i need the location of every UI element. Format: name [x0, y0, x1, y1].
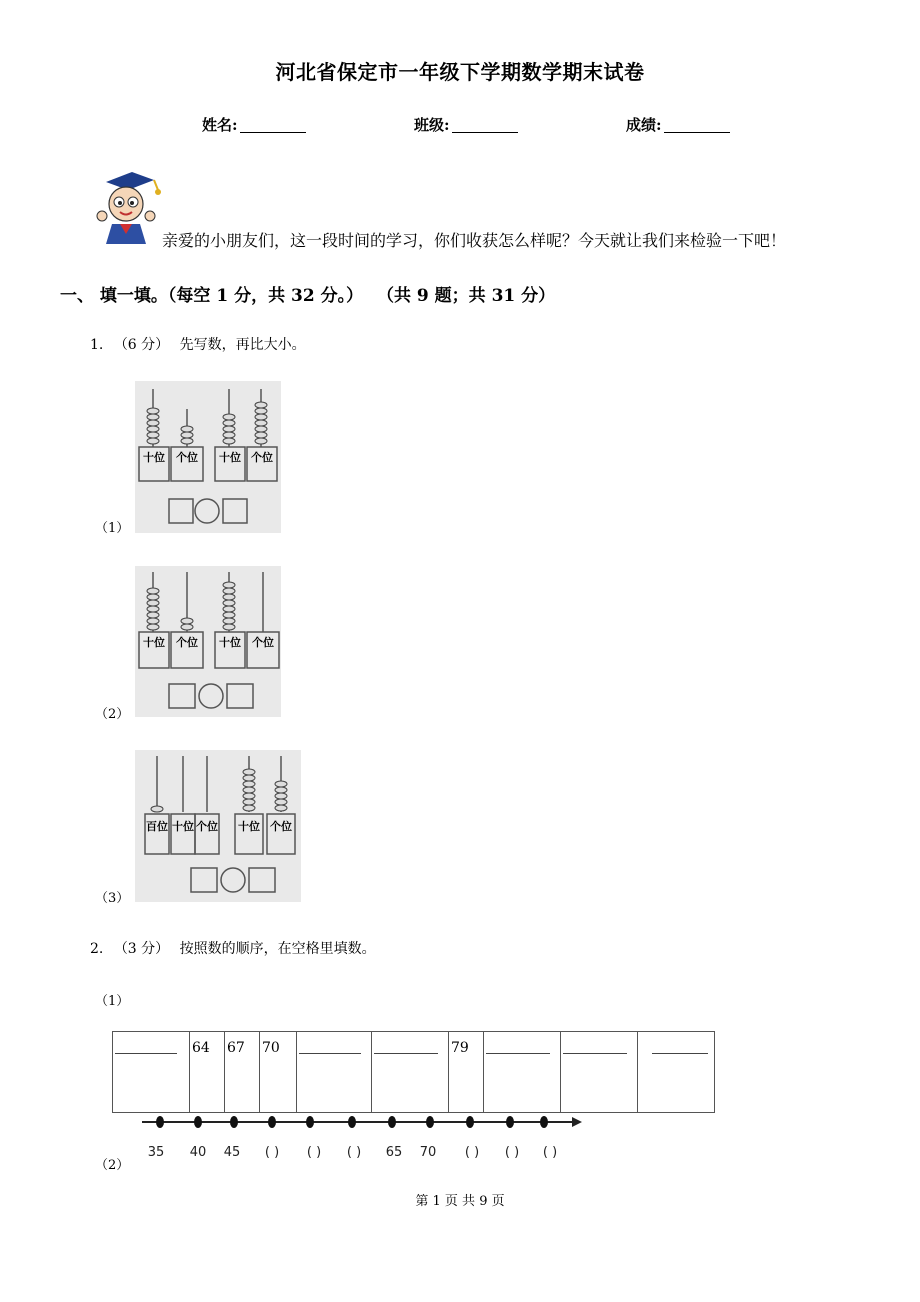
number-line-blank[interactable]: ( ) [346, 1145, 362, 1160]
q1-score: （6 分） [113, 337, 170, 353]
number-line-label: 70 [419, 1145, 437, 1160]
section-title: 一、 填一填。（每空 1 分，共 32 分。） [60, 286, 364, 306]
number-line-blank[interactable]: ( ) [306, 1145, 322, 1160]
place-label: 个位 [176, 636, 198, 649]
place-label: 十位 [143, 636, 165, 649]
name-blank[interactable] [240, 118, 306, 133]
q1-part2-label: （2） [95, 707, 130, 722]
table-cell: 67 [225, 1032, 260, 1113]
abacus-image-1 [135, 381, 281, 533]
score-label: 成绩: [626, 116, 662, 134]
place-label: 十位 [172, 820, 194, 833]
place-label: 十位 [238, 820, 260, 833]
name-field [202, 114, 306, 135]
place-label: 个位 [270, 820, 292, 833]
q2-score: （3 分） [113, 941, 170, 957]
abacus-image-3 [135, 750, 301, 902]
number-line-blank[interactable]: ( ) [542, 1145, 558, 1160]
greeting-text: 亲爱的小朋友们，这一段时间的学习，你们收获怎么样呢？今天就让我们来检验一下吧！ [162, 231, 787, 250]
q1-part3-label: （3） [95, 891, 130, 906]
number-line-label: 65 [385, 1145, 403, 1160]
table-cell-blank[interactable] [113, 1032, 190, 1113]
number-line-blank[interactable]: ( ) [264, 1145, 280, 1160]
page-footer: 第 1 页 共 9 页 [415, 1194, 505, 1209]
mascot-image [92, 168, 164, 246]
q1-text: 先写数，再比大小。 [179, 337, 306, 353]
place-label: 百位 [146, 820, 168, 833]
class-blank[interactable] [452, 118, 518, 133]
table-cell-blank[interactable] [484, 1032, 561, 1113]
number-line-blank[interactable]: ( ) [464, 1145, 480, 1160]
table-cell-blank[interactable] [561, 1032, 638, 1113]
class-label: 班级: [414, 116, 450, 134]
number-line-blank[interactable]: ( ) [504, 1145, 520, 1160]
q2-text: 按照数的顺序，在空格里填数。 [179, 941, 376, 957]
q2-number: 2. [90, 941, 104, 957]
class-field [414, 114, 518, 135]
place-label: 个位 [252, 636, 274, 649]
question-2 [90, 938, 376, 958]
place-label: 十位 [219, 451, 241, 464]
score-blank[interactable] [664, 118, 730, 133]
score-field [626, 114, 730, 135]
table-cell-blank[interactable] [297, 1032, 372, 1113]
table-cell: 79 [449, 1032, 484, 1113]
table-cell: 64 [190, 1032, 225, 1113]
number-sequence-table [112, 1031, 715, 1113]
q2-part2-label: （2） [95, 1158, 130, 1173]
section-heading [60, 281, 555, 306]
q1-part1-label: （1） [95, 521, 130, 536]
q1-number: 1. [90, 337, 104, 353]
number-line-label: 40 [189, 1145, 207, 1160]
table-cell: 70 [260, 1032, 297, 1113]
q2-part1-label: （1） [95, 994, 130, 1009]
place-label: 个位 [196, 820, 218, 833]
name-label: 姓名: [202, 116, 238, 134]
place-label: 十位 [219, 636, 241, 649]
place-label: 个位 [251, 451, 273, 464]
place-label: 个位 [176, 451, 198, 464]
place-label: 十位 [143, 451, 165, 464]
number-line-label: 35 [147, 1145, 165, 1160]
section-summary: （共 9 题；共 31 分） [377, 286, 556, 306]
question-1 [90, 334, 306, 354]
page-title: 河北省保定市一年级下学期数学期末试卷 [275, 60, 645, 84]
table-cell-blank[interactable] [372, 1032, 449, 1113]
number-line [138, 1110, 584, 1162]
table-cell-blank[interactable] [638, 1032, 715, 1113]
abacus-image-2 [135, 566, 281, 717]
number-line-label: 45 [223, 1145, 241, 1160]
